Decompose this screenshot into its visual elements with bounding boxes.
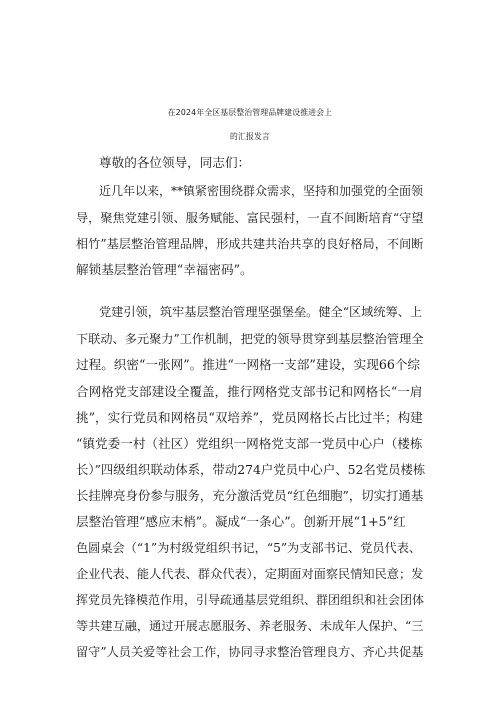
paragraph-2-line-9: 层整治管理“感应末梢”。凝成“一条心”。创新开展“1+5”红 <box>76 514 406 529</box>
paragraph-2-line-13: 等共建互融，通过开展志愿服务、养老服务、未成年人保护、“三 <box>76 619 424 633</box>
document-title-line-1: 在2024年全区基层整治管理品牌建设推进会上 <box>167 108 333 117</box>
paragraph-2-line-3: 过程。织密“一张网”。推进“一网格一支部”建设，实现66个综 <box>76 357 421 372</box>
paragraph-2-line-11: 企业代表、能人代表、群众代表），定期面对面察民情知民意；发 <box>76 567 424 581</box>
paragraph-1-line-3: 相竹”基层整治管理品牌，形成共建共治共享的良好格局，不间断 <box>76 237 424 251</box>
salutation: 尊敬的各位领导，同志们： <box>99 155 251 170</box>
paragraph-1-line-1: 近几年以来，**镇紧密围绕群众需求，坚持和加强党的全面领 <box>99 184 424 198</box>
paragraph-2-line-7: 长）”四级组织联动体系，带动274户党员中心户、52名党员楼栋 <box>76 462 426 477</box>
paragraph-2-line-4: 合网格党支部建设全覆盖，推行网格党支部书记和网格长“一肩 <box>76 384 423 399</box>
paragraph-2-line-10: 色圆桌会（“1”为村级党组织书记，“5”为支部书记、党员代表、 <box>76 541 422 555</box>
paragraph-2-line-2: 下联动、多元聚力”工作机制，把党的领导贯穿到基层整治管理全 <box>76 332 424 346</box>
paragraph-2-line-1: 党建引领，筑牢基层整治管理坚强堡垒。健全“区域统筹、上 <box>99 305 423 319</box>
paragraph-2-line-14: 留守”人员关爱等社会工作，协同寻求整治管理良方、齐心共促基 <box>76 645 424 659</box>
paragraph-1-line-2: 导，聚焦党建引领、服务赋能、富民强村，一直不间断培育“守望 <box>76 211 424 225</box>
paragraph-2-line-12: 挥党员先锋模范作用，引导疏通基层党组织、群团组织和社会团体 <box>76 593 425 607</box>
paragraph-1-line-4: 解锁基层整治管理“幸福密码”。 <box>76 262 253 277</box>
paragraph-2-line-8: 长挂牌亮身份参与服务，充分激活党员“红色细胞”，切实打通基 <box>76 488 424 503</box>
paragraph-2-line-6: “镇党委一村（社区）党组织一网格党支部一党员中心户（楼栋 <box>76 436 423 451</box>
paragraph-2-line-5: 挑”，实行党员和网格员“双培养”，党员网格长占比过半；构建 <box>76 410 423 425</box>
document-title-line-2: 的汇报发言 <box>230 132 270 141</box>
